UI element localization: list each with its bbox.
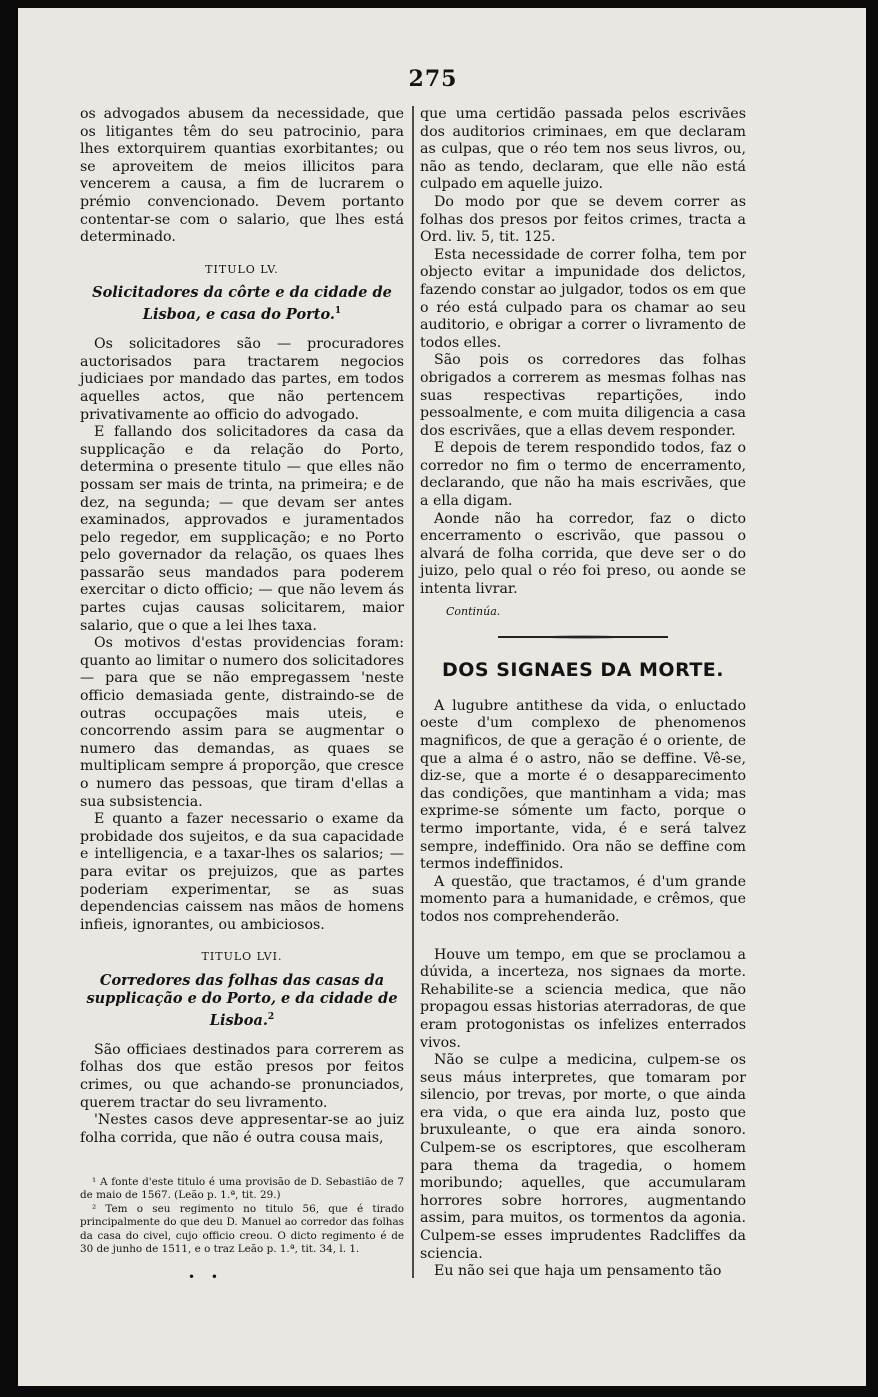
left-column: [80, 106, 404, 1147]
paragraph: Aonde não ha corredor, faz o dicto encerramento o escrivão, que passou o alvará de folha corrida, que deve ser o do juizo, pelo qual o réo foi preso, ou aonde se intenta livrar.: [420, 510, 746, 598]
footnote-marker: 1: [334, 306, 342, 317]
paragraph: São officiaes destinados para correrem as folhas dos que estão presos por feitos crimes, ou que achando-se pronunciados, querem tractar do seu livramento.: [80, 1041, 404, 1111]
paragraph: Os solicitadores são — procuradores auctorisados para tractarem negocios judiciaes por mandado das partes, em todos aquelles actos, que não pertencem privativamente ao officio do advogado.: [80, 336, 404, 423]
decorative-dots: • •: [188, 1270, 224, 1284]
paragraph: E quanto a fazer necessario o exame da probidade dos sujeitos, e da sua capacidade e intelligencia, e a taxar-lhes os salarios; — para evitar os prejuizos, que as partes poderiam experimentar, se as suas dependencias caissem nas mãos de homens infieis, ignorantes, ou ambiciosos.: [80, 811, 404, 933]
paragraph: E depois de terem respondido todos, faz o corredor no fim o termo de encerramento, declarando, que não ha mais escrivães, que a ella digam.: [420, 440, 746, 510]
paragraph: Esta necessidade de correr folha, tem por objecto evitar a impunidade dos delictos, fazendo constar ao julgador, todos os em que o réo está culpado para os chamar ao seu auditorio, e obrigar a correr o livramento de todos elles.: [420, 246, 746, 351]
paragraph: Eu não sei que haja um pensamento tão: [434, 1263, 722, 1280]
paragraph: que uma certidão passada pelos escrivães dos auditorios criminaes, em que declaram as culpas, que o réo tem nos seus livros, ou, não as tendo, declaram, que elle não está culpado em aquelle juizo.: [420, 106, 746, 193]
paragraph: os advogados abusem da necessidade, que os litigantes têm do seu patrocinio, para lhes extorquirem quantias exorbitantes; ou se aproveitem de meios illicitos para vencerem a causa, a fim de lucrarem o prémio convencionado. Devem portanto contentar-se com o salario, que lhes está determinado.: [80, 106, 404, 246]
section-subheading-lv: [80, 284, 404, 324]
ornamental-divider: [498, 634, 668, 640]
page-number: 275: [408, 66, 458, 92]
paragraph: E fallando dos solicitadores da casa da supplicação e da relação do Porto, determina o presente titulo — que elles não possam ser mais de trinta, na primeira; e de dez, na segunda; — que devam ser antes examinados, approvados e juramentados pelo regedor, em supplicação; e no Porto pelo governador da relação, os quaes lhes passarão seus mandados para poderem exercitar o dicto officio; — que não levem ás partes cujas causas solicitarem, maior salario, que o que a lei lhes taxa.: [80, 424, 404, 634]
footnote-2: ² Tem o seu regimento no titulo 56, que é tirado principalmente do que deu D. Manuel ao corredor das folhas da casa do civel, cujo officio creou. O dicto regimento é de 30 de junho de 1511, e o traz Leão p. 1.ª, tit. 34, l. 1.: [80, 1202, 404, 1256]
newspaper-page: [18, 8, 866, 1386]
paragraph: A questão, que tractamos, é d'um grande momento para a humanidade, e crêmos, que todos nos comprehenderão.: [420, 873, 746, 925]
paragraph: Não se culpe a medicina, culpem-se os seus máus interpretes, que tomaram por silencio, por trevas, por morte, o que ainda era vida, o que era ainda luz, posto que bruxuleante, o que era ainda sonoro. Culpem-se os escriptores, que escolheram para thema da tragedia, o homem moribundo; aquelles, que accumularam horrores sobre horrores, augmentando assim, para muitos, os tormentos da agonia. Culpem-se esses imprudentes Radcliffes da sciencia.: [420, 1052, 746, 1262]
paragraph: Houve um tempo, em que se proclamou a dúvida, a incerteza, nos signaes da morte. Rehabilite-se a sciencia medica, que não propagou essas historias aterradoras, de que eram protogonistas os infelizes enterrados vivos.: [420, 946, 746, 1051]
article-title: DOS SIGNAES DA MORTE.: [441, 659, 725, 682]
right-column: [420, 106, 746, 1281]
paragraph: Do modo por que se devem correr as folhas dos presos por feitos crimes, tracta a Ord. liv. 5, tit. 125.: [420, 193, 746, 246]
title-heading-lvi: TITULO LVI.: [201, 950, 283, 964]
section-subheading-lvi: [80, 972, 404, 1030]
continued-note: Continúa.: [446, 604, 501, 618]
paragraph: Os motivos d'estas providencias foram: quanto ao limitar o numero dos solicitadores — para que se não empregassem 'neste officio demasiada gente, distraindo-se de outras occupações mais uteis, e concorrendo assim para se augmentar o numero das demandas, as quaes se multiplicam sempre á proporção, que cresce o numero das pessoas, que tiram d'ellas a sua subsistencia.: [80, 635, 404, 810]
footnote-1: ¹ A fonte d'este titulo é uma provisão de D. Sebastião de 7 de maio de 1567. (Leão p. 1.ª, tit. 29.): [80, 1176, 404, 1202]
title-heading-lv: TITULO LV.: [205, 262, 279, 276]
paragraph: A lugubre antithese da vida, o enluctado oeste d'um complexo de phenomenos magnificos, de que a geração é o oriente, de que a alma é o astro, não se deffine. Vê-se, diz-se, que a morte é o desapparecimento das condições, que mantinham a vida; mas exprime-se sómente um facto, porque o termo importante, vida, é e será talvez sempre, indeffinido. Ora não se deffine com termos indeffinidos.: [420, 697, 746, 873]
subheading-text: Corredores das folhas das casas da supplicação e do Porto, e da cidade de Lisboa.: [86, 971, 398, 1029]
paragraph: 'Nestes casos deve appresentar-se ao juiz folha corrida, que não é outra cousa mais,: [80, 1112, 404, 1146]
paragraph: São pois os corredores das folhas obrigados a correrem as mesmas folhas nas suas respectivas repartições, indo pessoalmente, e com muita diligencia a casa dos escrivães, que a ellas devem responder.: [420, 352, 746, 439]
subheading-text: Solicitadores da côrte e da cidade de Lisboa, e casa do Porto.: [92, 284, 392, 324]
footnote-marker: 2: [267, 1011, 275, 1022]
footnotes: [80, 1176, 404, 1256]
paragraph-gap: [420, 927, 746, 947]
column-divider: [412, 106, 414, 1278]
